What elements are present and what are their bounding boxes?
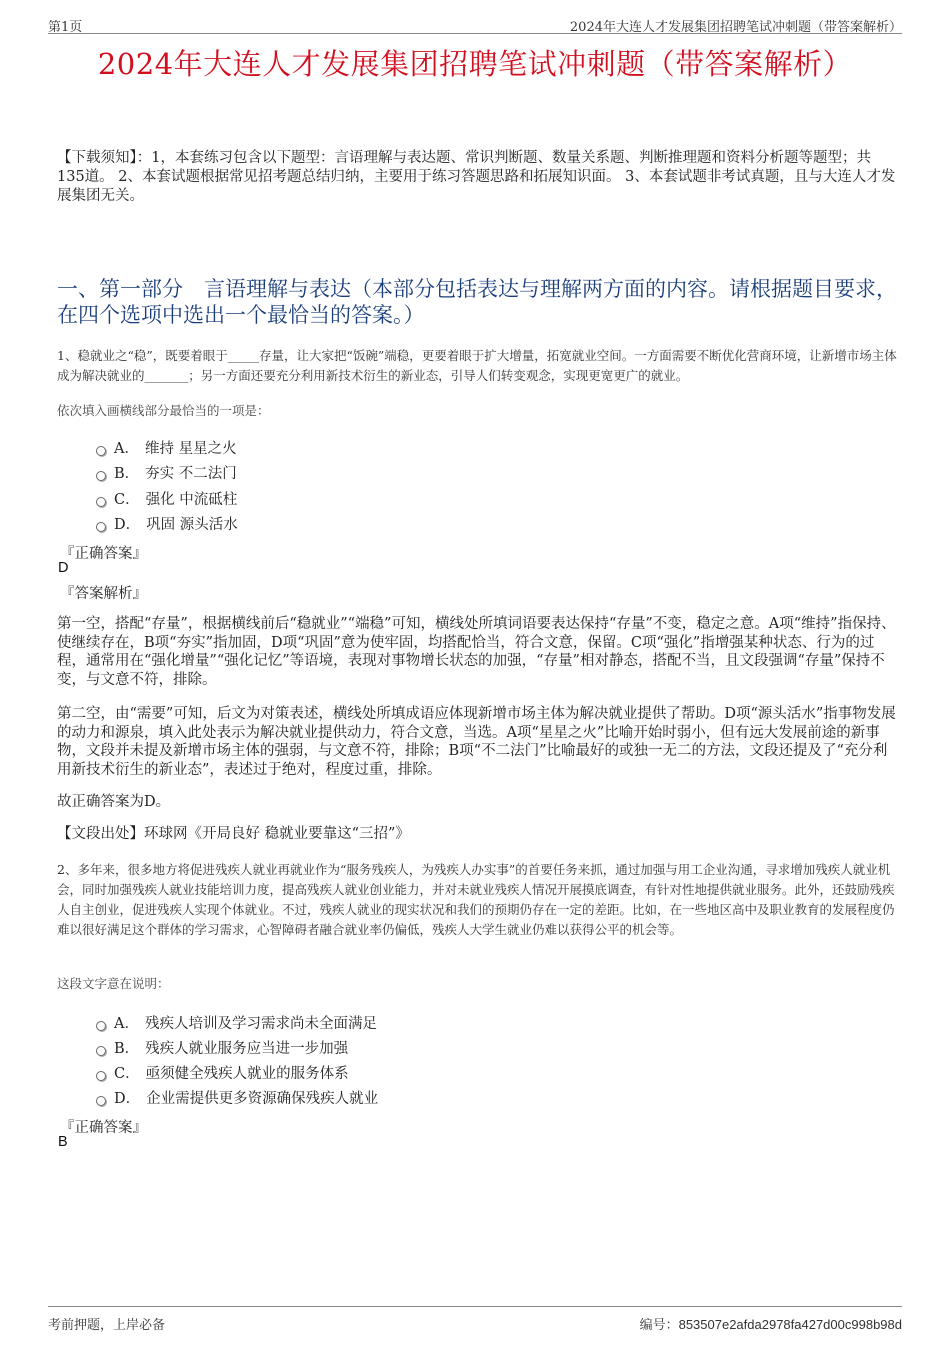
question-1-stem: 1、稳就业之“稳”，既要着眼于_____存量，让大家把“饭碗”端稳，更要着眼于扩大增量，拓宽就业空间。一方面需要不断优化营商环境，让新增市场主体成为解决就业的_______；另一方面还要充分利用新技术衍生的新业态，引导人们转变观念，实现更宽更广的就业。 — [57, 348, 897, 383]
question-1-source: 【文段出处】环球网《开局良好 稳就业要靠这“三招”》 — [57, 826, 410, 842]
question-1-option-a[interactable]: A． 维持 星星之火 — [96, 437, 237, 458]
question-1-option-c[interactable]: C． 强化 中流砥柱 — [96, 488, 237, 509]
page-header — [48, 14, 902, 34]
question-1-answer: D — [58, 560, 69, 576]
header-doc-title: 2024年大连人才发展集团招聘笔试冲刺题（带答案解析） — [569, 20, 902, 35]
question-2-prompt: 这段文字意在说明： — [57, 976, 170, 991]
question-1-conclusion: 故正确答案为D。 — [57, 794, 171, 810]
radio-icon[interactable] — [96, 446, 106, 456]
question-2-stem: 2、多年来，很多地方将促进残疾人就业再就业作为“服务残疾人，为残疾人办实事”的首要任务来抓，通过加强与用工企业沟通，寻求增加残疾人就业机会，同时加强残疾人就业技能培训力度，提高残疾人就业创业能力，并对未就业残疾人情况开展摸底调查，有针对性地提供就业服务。此外，还鼓励残疾人自主创业，促进残疾人实现个体就业。不过，残疾人就业的现实状况和我们的预期仍存在一定的差距。比如，在一些地区高中及职业教育的发展程度仍难以很好满足这个群体的学习需求，心智障碍者融合就业率仍偏低，残疾人大学生就业仍难以获得公平的机会等。 — [57, 862, 895, 937]
question-2-option-d[interactable]: D． 企业需提供更多资源确保残疾人就业 — [96, 1087, 378, 1108]
radio-icon[interactable] — [96, 1071, 106, 1081]
radio-icon[interactable] — [96, 1046, 106, 1056]
question-1-option-d[interactable]: D． 巩固 源头活水 — [96, 513, 238, 534]
download-notice: 【下载须知】：1，本套练习包含以下题型：言语理解与表达题、常识判断题、数量关系题、判断推理题和资料分析题等题型；共135道。 2、本套试题根据常见招考题总结归纳，主要用于练习答题思路和拓展知识面。 3、本套试题非考试真题，且与大连人才发展集团无关。 — [57, 150, 896, 204]
question-2-answer-label: 『正确答案』 — [60, 1120, 147, 1136]
question-1-analysis-p2: 第二空，由“需要”可知，后文为对策表述，横线处所填成语应体现新增市场主体为解决就业提供了帮助。D项“源头活水”指事物发展的动力和源泉，填入此处表示为解决就业提供动力，符合文意，当选。A项“星星之火”比喻开始时弱小，但有远大发展前途的新事物，文段并未提及新增市场主体的强弱，与文意不符，排除；B项“不二法门”比喻最好的或独一无二的方法，文段还提及了“充分利用新技术衍生的新业态”，表述过于绝对，程度过重，排除。 — [57, 706, 896, 778]
question-1-analysis-p1: 第一空，搭配“存量”，根据横线前后“稳就业”“端稳”可知，横线处所填词语要表达保持“存量”不变，稳定之意。A项“维持”指保持、使继续存在，B项“夯实”指加固，D项“巩固”意为使牢固，均搭配恰当，符合文意，保留。C项“强化”指增强某种状态、行为的过程，通常用在“强化增量”“强化记忆”等语境，表现对事物增长状态的加强，“存量”相对静态，搭配不当，且文段强调“存量”保持不变，与文意不符，排除。 — [57, 616, 896, 688]
radio-icon[interactable] — [96, 1096, 106, 1106]
question-2-option-c[interactable]: C． 亟须健全残疾人就业的服务体系 — [96, 1062, 349, 1083]
question-2-option-a[interactable]: A． 残疾人培训及学习需求尚未全面满足 — [96, 1012, 377, 1033]
page-number: 第1页 — [48, 20, 83, 35]
page-footer — [48, 1306, 902, 1331]
question-1-option-b[interactable]: B． 夯实 不二法门 — [96, 462, 237, 483]
radio-icon[interactable] — [96, 1021, 106, 1031]
radio-icon[interactable] — [96, 471, 106, 481]
footer-code: 编号：853507e2afda2978fa427d00c998b98d — [639, 1317, 902, 1333]
question-2-option-b[interactable]: B． 残疾人就业服务应当进一步加强 — [96, 1037, 348, 1058]
radio-icon[interactable] — [96, 497, 106, 507]
question-1-prompt: 依次填入画横线部分最恰当的一项是： — [57, 403, 270, 418]
footer-slogan: 考前押题，上岸必备 — [48, 1318, 166, 1333]
question-1-answer-label: 『正确答案』 — [60, 546, 147, 562]
question-1-analysis-label: 『答案解析』 — [60, 586, 147, 602]
question-2-answer: B — [58, 1134, 68, 1150]
radio-icon[interactable] — [96, 522, 106, 532]
section-heading: 一、第一部分 言语理解与表达（本部分包括表达与理解两方面的内容。请根据题目要求，在四个选项中选出一个最恰当的答案。） — [57, 277, 897, 327]
page-title: 2024年大连人才发展集团招聘笔试冲刺题（带答案解析） — [97, 47, 853, 81]
